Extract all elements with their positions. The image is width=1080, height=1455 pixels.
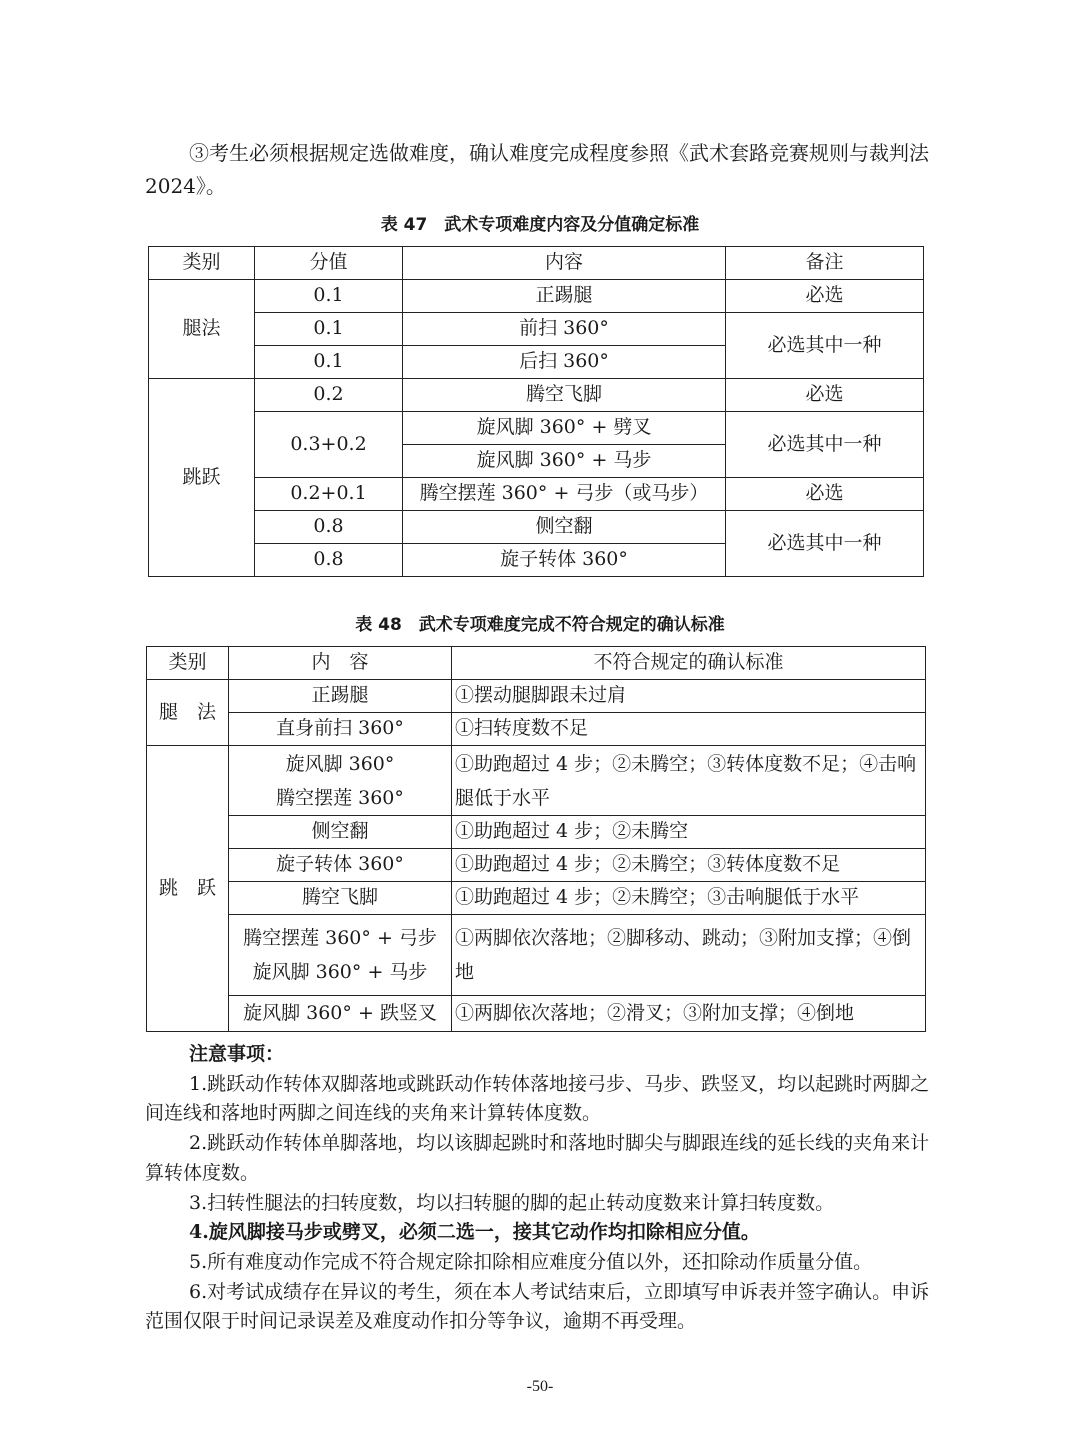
- criteria-cell: ①两脚依次落地；②脚移动、跳动；③附加支撑；④倒地: [452, 915, 926, 996]
- content-cell: [229, 746, 452, 816]
- table48-caption: 表 48 武术专项难度完成不符合规定的确认标准: [355, 615, 725, 635]
- header-category: 类别: [147, 647, 229, 680]
- notes-section: [145, 1040, 935, 1337]
- criteria-cell: ①助跑超过 4 步；②未腾空；③转体度数不足；④击响腿低于水平: [452, 746, 926, 816]
- category-cell: 腿 法: [147, 680, 229, 746]
- content-cell: 旋子转体 360°: [403, 544, 726, 577]
- table-48: [146, 646, 926, 1032]
- content-cell: 直身前扫 360°: [229, 713, 452, 746]
- content-cell: 腾空飞脚: [403, 379, 726, 412]
- note-cell: 必选: [726, 379, 924, 412]
- content-cell: 后扫 360°: [403, 346, 726, 379]
- score-cell: 0.1: [255, 280, 403, 313]
- header-note: 备注: [726, 247, 924, 280]
- note-cell: 必选其中一种: [726, 313, 924, 379]
- score-cell: 0.8: [255, 544, 403, 577]
- content-cell: 旋子转体 360°: [229, 849, 452, 882]
- score-cell: 0.2: [255, 379, 403, 412]
- note-item: 1.跳跃动作转体双脚落地或跳跃动作转体落地接弓步、马步、跌竖叉，均以起跳时两脚之间连线和落地时两脚之间连线的夹角来计算转体度数。: [145, 1072, 930, 1125]
- criteria-cell: ①助跑超过 4 步；②未腾空: [452, 816, 926, 849]
- content-cell: 腾空摆莲 360° + 弓步（或马步）: [403, 478, 726, 511]
- notes-title: 注意事项：: [189, 1043, 285, 1065]
- content-cell: 侧空翻: [403, 511, 726, 544]
- score-cell: 0.2+0.1: [255, 478, 403, 511]
- note-item: 4.旋风脚接马步或劈叉，必须二选一，接其它动作均扣除相应分值。: [189, 1221, 760, 1244]
- content-cell: 正踢腿: [403, 280, 726, 313]
- header-content: 内容: [403, 247, 726, 280]
- note-cell: 必选其中一种: [726, 511, 924, 577]
- content-cell: 旋风脚 360° + 马步: [403, 445, 726, 478]
- category-cell: 跳 跃: [147, 746, 229, 1032]
- score-cell: 0.3+0.2: [255, 412, 403, 478]
- score-cell: 0.1: [255, 346, 403, 379]
- criteria-cell: ①扫转度数不足: [452, 713, 926, 746]
- header-category: 类别: [149, 247, 255, 280]
- page-number: -50-: [526, 1378, 554, 1395]
- content-cell: 前扫 360°: [403, 313, 726, 346]
- note-item: 6.对考试成绩存在异议的考生，须在本人考试结束后，立即填写申诉表并签字确认。申诉范围仅限于时间记录误差及难度动作扣分等争议，逾期不再受理。: [145, 1280, 930, 1333]
- note-item: 5.所有难度动作完成不符合规定除扣除相应难度分值以外，还扣除动作质量分值。: [189, 1250, 873, 1273]
- category-cell: 腿法: [149, 280, 255, 379]
- table-47: [148, 246, 924, 577]
- content-cell: 侧空翻: [229, 816, 452, 849]
- content-line: 腾空摆莲 360°: [276, 786, 404, 809]
- note-cell: 必选: [726, 280, 924, 313]
- content-line: 旋风脚 360°: [285, 752, 395, 775]
- score-cell: 0.1: [255, 313, 403, 346]
- content-cell: 旋风脚 360° + 劈叉: [403, 412, 726, 445]
- note-item: 2.跳跃动作转体单脚落地，均以该脚起跳时和落地时脚尖与脚跟连线的延长线的夹角来计算转体度数。: [145, 1132, 930, 1184]
- score-cell: 0.8: [255, 511, 403, 544]
- header-criteria: 不符合规定的确认标准: [452, 647, 926, 680]
- content-line: 旋风脚 360° + 马步: [252, 961, 428, 983]
- criteria-cell: ①摆动腿脚跟未过肩: [452, 680, 926, 713]
- criteria-cell: ①两脚依次落地；②滑叉；③附加支撑；④倒地: [452, 996, 926, 1032]
- content-cell: 腾空飞脚: [229, 882, 452, 915]
- content-cell: 正踢腿: [229, 680, 452, 713]
- note-item: 3.扫转性腿法的扫转度数，均以扫转腿的脚的起止转动度数来计算扫转度数。: [189, 1191, 835, 1214]
- note-cell: 必选: [726, 478, 924, 511]
- category-cell: 跳跃: [149, 379, 255, 577]
- header-score: 分值: [255, 247, 403, 280]
- content-line: 腾空摆莲 360° + 弓步: [243, 927, 437, 949]
- criteria-cell: ①助跑超过 4 步；②未腾空；③转体度数不足: [452, 849, 926, 882]
- table47-caption: 表 47 武术专项难度内容及分值确定标准: [380, 215, 700, 235]
- content-cell: [229, 915, 452, 996]
- header-content: 内 容: [229, 647, 452, 680]
- criteria-cell: ①助跑超过 4 步；②未腾空；③击响腿低于水平: [452, 882, 926, 915]
- intro-paragraph: ③考生必须根据规定选做难度，确认难度完成程度参照《武术套路竞赛规则与裁判法 2024》。: [145, 141, 929, 198]
- note-cell: 必选其中一种: [726, 412, 924, 478]
- content-cell: 旋风脚 360° + 跌竖叉: [229, 996, 452, 1032]
